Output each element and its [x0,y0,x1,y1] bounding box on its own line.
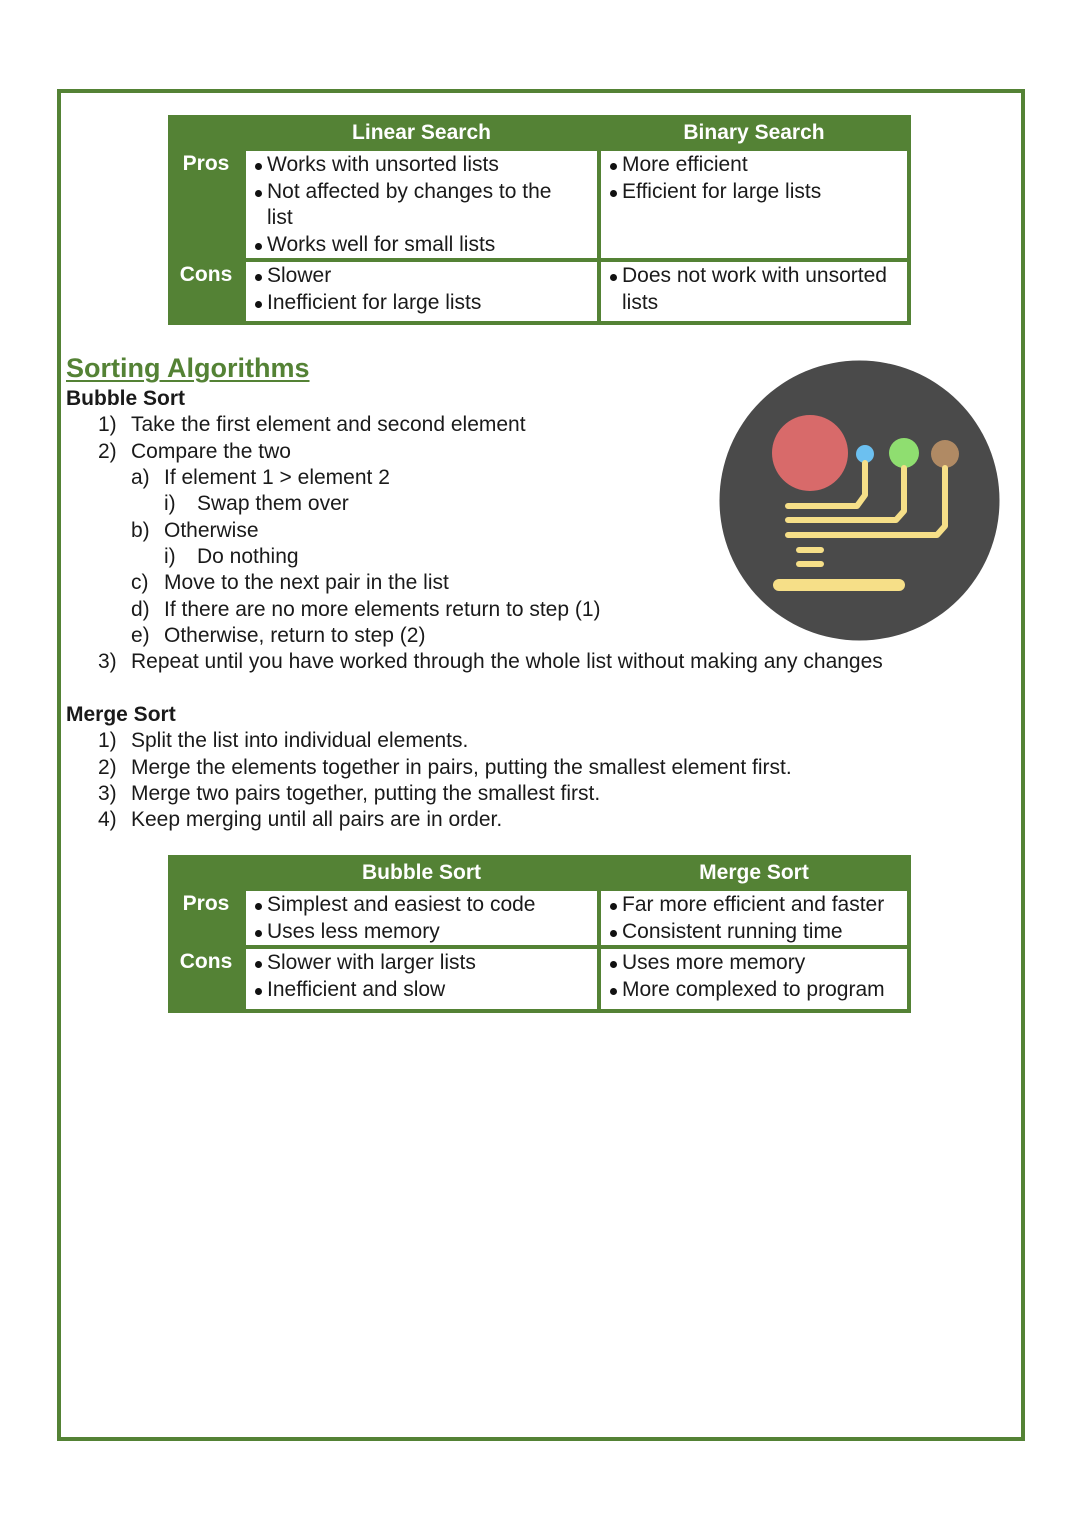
table-cell [246,949,597,1009]
step-marker: 3) [98,650,117,673]
row-label-pros: Pros [182,152,230,175]
step-marker: 2) [98,440,117,463]
step-text: Move to the next pair in the list [164,571,449,594]
step-text: Take the first element and second element [131,413,526,436]
list-item: Works with unsorted lists [254,152,591,179]
table-header-binary-search: Binary Search [683,121,825,144]
step-marker: 2) [98,756,117,779]
list-item: Efficient for large lists [609,179,901,206]
step-text: If there are no more elements return to step (1) [164,598,601,621]
table-cell [246,891,597,945]
table-cell [601,891,907,945]
list-item: Consistent running time [609,919,901,946]
step-text: Split the list into individual elements. [131,729,469,752]
step-marker: 1) [98,729,117,752]
list-item: Uses less memory [254,919,591,946]
step-text: Keep merging until all pairs are in order. [131,808,503,831]
step-marker: c) [131,571,149,594]
step-text: Otherwise, return to step (2) [164,624,426,647]
step-marker: a) [131,466,150,489]
step-marker: d) [131,598,150,621]
list-item: Slower with larger lists [254,950,591,977]
row-label-cons: Cons [179,950,233,973]
table-cell [601,262,907,321]
step-marker: i) [164,492,176,515]
subheading-merge-sort: Merge Sort [66,703,176,726]
list-item: Simplest and easiest to code [254,892,591,919]
step-marker: 1) [98,413,117,436]
list-item: Slower [254,263,591,290]
step-text: Swap them over [197,492,349,515]
sorting-algorithm-icon [719,360,1000,641]
subheading-bubble-sort: Bubble Sort [66,387,185,410]
table-cell [601,151,907,258]
table-header-bubble-sort: Bubble Sort [362,861,481,884]
step-marker: 3) [98,782,117,805]
step-text: Compare the two [131,440,291,463]
list-item: Uses more memory [609,950,901,977]
list-item: Inefficient for large lists [254,290,591,317]
table-cell [601,949,907,1009]
step-text: Otherwise [164,519,259,542]
table-header-merge-sort: Merge Sort [699,861,809,884]
row-label-pros: Pros [182,892,230,915]
section-title-sorting-algorithms: Sorting Algorithms [66,353,310,383]
step-text: Merge the elements together in pairs, putting the smallest element first. [131,756,792,779]
sort-comparison-table [168,855,911,1013]
list-item: More complexed to program [609,977,901,1004]
step-text: Do nothing [197,545,299,568]
list-item: Inefficient and slow [254,977,591,1004]
list-item: Works well for small lists [254,232,591,259]
step-text: Repeat until you have worked through the whole list without making any changes [131,650,883,673]
list-item: Not affected by changes to the list [254,179,591,232]
step-marker: e) [131,624,150,647]
row-label-cons: Cons [179,263,233,286]
step-marker: i) [164,545,176,568]
step-text: If element 1 > element 2 [164,466,390,489]
table-cell [246,262,597,321]
list-item: Far more efficient and faster [609,892,901,919]
list-item: Does not work with unsorted lists [609,263,901,316]
step-text: Merge two pairs together, putting the smallest first. [131,782,601,805]
search-comparison-table [168,115,911,325]
list-item: More efficient [609,152,901,179]
table-cell [246,151,597,258]
step-marker: b) [131,519,150,542]
step-marker: 4) [98,808,117,831]
table-header-linear-search: Linear Search [352,121,491,144]
